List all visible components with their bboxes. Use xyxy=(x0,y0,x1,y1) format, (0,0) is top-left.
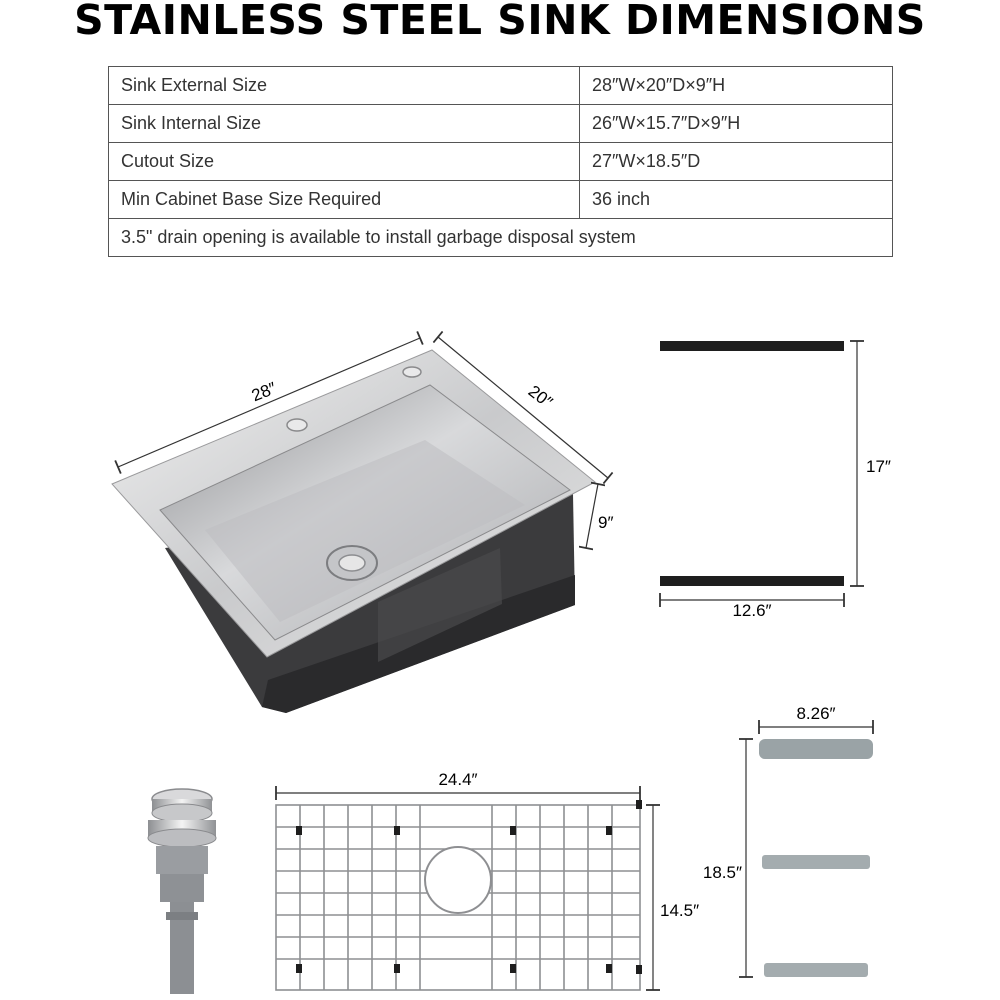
dish-rack-height-label: 18.5″ xyxy=(702,863,742,882)
drain-note: 3.5" drain opening is available to install garbage disposal system xyxy=(109,219,893,257)
spec-label: Cutout Size xyxy=(109,143,580,181)
sink-width-label: 28″ xyxy=(248,378,280,406)
spec-label: Sink Internal Size xyxy=(109,105,580,143)
rack-height-label: 17″ xyxy=(866,457,891,476)
spec-value: 27″W×18.5″D xyxy=(580,143,893,181)
sink-depth-label: 20″ xyxy=(524,381,557,412)
sink-height-label: 9″ xyxy=(598,513,614,532)
spec-value: 26″W×15.7″D×9″H xyxy=(580,105,893,143)
page-title: STAINLESS STEEL SINK DIMENSIONS xyxy=(74,0,926,44)
grid-width-label: 24.4″ xyxy=(438,770,478,789)
spec-label: Sink External Size xyxy=(109,67,580,105)
grid-height-label: 14.5″ xyxy=(660,901,700,920)
dish-rack-width-label: 8.26″ xyxy=(796,704,836,723)
roll-up-rack xyxy=(660,341,844,586)
spec-value: 28″W×20″D×9″H xyxy=(580,67,893,105)
sink-illustration xyxy=(112,350,595,713)
drain-strainer-illustration xyxy=(148,789,216,994)
spec-value: 36 inch xyxy=(580,181,893,219)
dish-rack xyxy=(759,739,873,977)
sink-height-line xyxy=(586,484,598,548)
spec-label: Min Cabinet Base Size Required xyxy=(109,181,580,219)
rack-width-label: 12.6″ xyxy=(732,601,772,620)
bottom-grid xyxy=(276,805,640,990)
